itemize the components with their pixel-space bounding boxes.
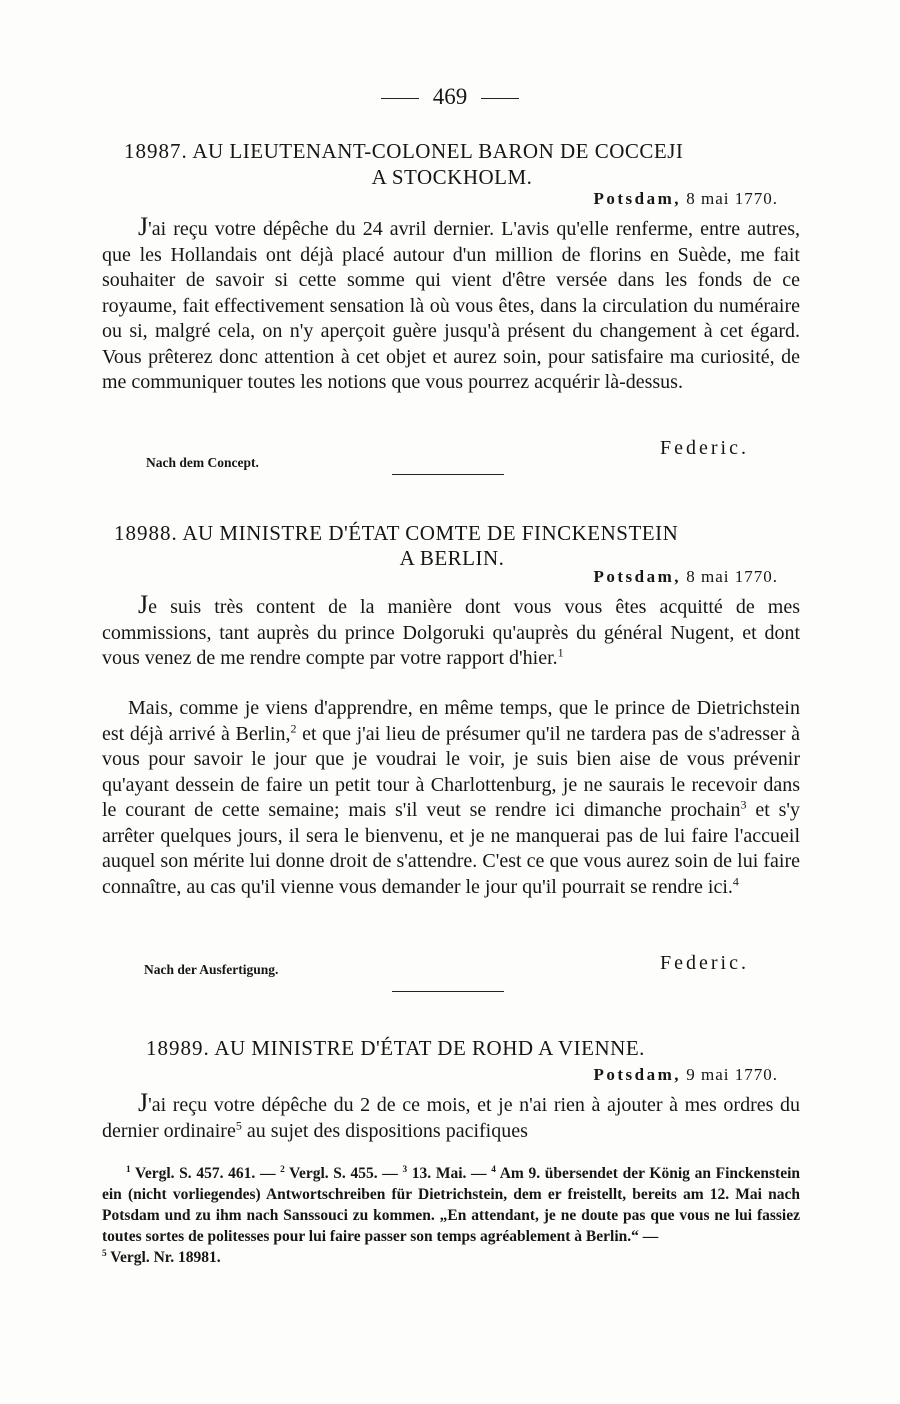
letter-recipient: AU LIEUTENANT-COLONEL BARON DE COCCEJI <box>192 139 684 163</box>
letter-number: 18988. <box>114 521 178 545</box>
letter-recipient: AU MINISTRE D'ÉTAT COMTE DE FINCKENSTEIN <box>182 521 679 545</box>
footnote-marker: 3 <box>402 1164 408 1175</box>
footnote-ref: 2 <box>290 720 297 735</box>
section-divider <box>392 991 504 992</box>
page-number: 469 <box>0 84 900 110</box>
section-divider <box>392 474 504 475</box>
letter-body: Je suis très content de la manière dont vous vous êtes acquitté de mes commissions, tant auprès du prince Dolgoruki qu'auprès du général Nugent, et dont vous venez de me rendre compte par votre rapport d'hier.$^1$ <box>102 590 800 669</box>
letter-date: Potsdam, 8 mai 1770. <box>593 189 778 208</box>
letter-body: Mais, comme je viens d'apprendre, en même temps, que le prince de Dietrichstein est déjà arrivé à Berlin,$^2$ et que j'ai lieu de présumer qu'il ne tardera pas de s'adresser à vous pour savoir le jour que je voudrai le voir, je suis bien aise de vous prévenir qu'ayant dessein de faire un petit tour à Charlottenburg, je ne saurais le recevoir dans le courant de cette semaine; mais s'il veut se rendre ici dimanche prochain$^3$ et s'y arrêter quelques jours, il sera le bienvenu, et je ne manquerai pas de lui faire l'accueil auquel son mérite lui donne droit de s'attendre. C'est ce que vous aurez soin de lui faire connaître, au cas qu'il vienne vous demander le jour qu'il pourrait se rendre ici.$^4$ <box>102 697 800 898</box>
footnote-ref: 5 <box>235 1117 242 1132</box>
footnote-ref: 1 <box>557 645 564 660</box>
source-note: Nach der Ausfertigung. <box>144 962 279 977</box>
letter-recipient-place: A BERLIN. <box>399 546 505 570</box>
letter-recipient: AU MINISTRE D'ÉTAT DE ROHD A VIENNE. <box>214 1036 645 1060</box>
footnote-marker: 4 <box>491 1164 496 1175</box>
footnote-ref: 3 <box>740 797 747 812</box>
signature: Federic. <box>660 437 749 459</box>
letter-body: J'ai reçu votre dépêche du 24 avril dernier. L'avis qu'elle renferme, entre autres, que les Hollandais ont déjà placé autour d'un million de florins en Suède, me fait souhaiter de savoir si cette somme qui vient d'être versée dans les fonds de ce royaume, fait effectivement sensation là où vous êtes, dans la circulation du numéraire ou si, malgré cela, on n'y aperçoit guère jusqu'à présent du changement à cet égard. Vous prêterez donc attention à cet objet et aurez soin, pour satisfaire ma curiosité, de me communiquer toutes les notions que vous pourrez acquérir là-dessus. <box>102 212 800 393</box>
letter-heading <box>146 1035 786 1061</box>
letter-number: 18987. <box>124 139 188 163</box>
divider <box>381 98 419 99</box>
letter-number: 18989. <box>146 1036 210 1060</box>
source-note: Nach dem Concept. <box>146 455 259 470</box>
letter-date: Potsdam, 9 mai 1770. <box>593 1065 778 1084</box>
signature: Federic. <box>660 952 749 974</box>
footnotes: $^1$ Vergl. S. 457. 461. — $^2$ Vergl. S. 455. — $^3$ 13. Mai. — $^4$ Am 9. übersendet der König an Finckenstein ein (nicht vorliegendes) Antwortschreiben für Dietrichstein, dem er freistellt, bereits am 12. Mai nach Potsdam und zu ihm nach Sanssouci zu kommen. „En attendant, je ne doute pas que vous ne lui fassiez toutes sortes de politesses pour lui faire passer son temps agréablement à Berlin.“ — $^5$ Vergl. Nr. 18981. <box>102 1164 801 1266</box>
footnote-marker: 1 <box>126 1164 131 1175</box>
letter-body: J'ai reçu votre dépêche du 2 de ce mois, et je n'ai rien à ajouter à mes ordres du dernier ordinaire$^5$ au sujet des dispositions pacifiques <box>102 1088 800 1142</box>
footnote-marker: 2 <box>280 1164 285 1175</box>
letter-heading <box>114 520 790 546</box>
letter-heading <box>124 138 780 164</box>
footnote-ref: 4 <box>732 873 739 888</box>
letter-recipient-place: A STOCKHOLM. <box>371 165 533 189</box>
divider <box>481 98 519 99</box>
footnote-marker: 5 <box>102 1248 107 1259</box>
letter-date: Potsdam, 8 mai 1770. <box>593 567 778 586</box>
